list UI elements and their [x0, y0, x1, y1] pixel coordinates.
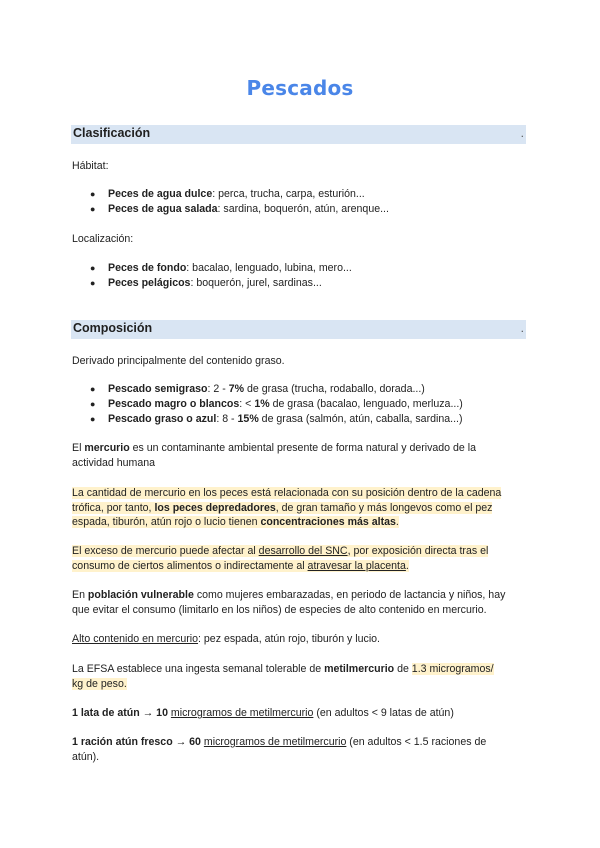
paragraph-poblacion-vulnerable: En población vulnerable como mujeres embarazadas, en periodo de lactancia y niños, hay que evitar el consumo (limitarlo en los niños) de especies de alto contenido en mercurio. — [72, 589, 506, 616]
bullet: ● — [90, 263, 96, 273]
item-value: 1% — [254, 398, 270, 410]
section-heading: Clasificación — [73, 126, 151, 140]
bullet: ● — [90, 204, 96, 214]
paragraph-racion-atun: 1 ración atún fresco → 60 microgramos de metilmercurio (en adultos < 1.5 raciones de atún). — [72, 736, 487, 763]
item-text: de grasa (bacalao, lenguado, merluza...) — [269, 398, 463, 410]
item-term: Pescado semigraso — [108, 383, 208, 395]
bullet: ● — [90, 384, 96, 394]
section-trail: . — [520, 126, 524, 140]
composicion-intro: Derivado principalmente del contenido graso. — [72, 355, 285, 367]
bullet: ● — [90, 189, 96, 199]
bullet: ● — [90, 278, 96, 288]
section-header-clasificacion — [71, 125, 526, 144]
paragraph-snc: El exceso de mercurio puede afectar al desarrollo del SNC, por exposición directa tras el consumo de ciertos alimentos o indirectamente al atravesar la placenta. — [72, 545, 489, 572]
habitat-label: Hábitat: — [72, 160, 109, 172]
item-term: Pescado magro o blancos — [108, 398, 240, 410]
item-value: 7% — [228, 383, 245, 395]
item-term: Peces de fondo — [108, 262, 187, 274]
bullet: ● — [90, 399, 96, 409]
paragraph-cadena-trofica: La cantidad de mercurio en los peces está relacionada con su posición dentro de la cadena trófica, por tanto, los peces depredadores, de gran tamaño y más longevos como el pez espada, tiburón, atún rojo o lucio tienen concentraciones más altas. — [72, 487, 502, 528]
section-header-composicion — [71, 320, 526, 339]
section-trail: . — [520, 321, 524, 335]
item-text: de grasa (salmón, atún, caballa, sardina...) — [258, 413, 463, 425]
item-text: : perca, trucha, carpa, esturión... — [212, 188, 365, 200]
paragraph-mercurio: El mercurio es un contaminante ambiental presente de forma natural y derivado de la actividad humana — [72, 442, 476, 469]
paragraph-lata-atun: 1 lata de atún → 10 microgramos de metilmercurio (en adultos < 9 latas de atún) — [72, 707, 454, 719]
item-text: : bacalao, lenguado, lubina, mero... — [186, 262, 352, 274]
item-term: Peces pelágicos — [108, 277, 191, 289]
bullet: ● — [90, 414, 96, 424]
item-value: 15% — [237, 413, 259, 425]
item-text: : sardina, boquerón, atún, arenque... — [217, 203, 389, 215]
item-term: Pescado graso o azul — [108, 413, 217, 425]
item-text: : boquerón, jurel, sardinas... — [190, 277, 322, 289]
paragraph-alto-contenido: Alto contenido en mercurio: pez espada, atún rojo, tiburón y lucio. — [72, 633, 381, 645]
item-text: : 2 - — [207, 383, 229, 395]
localizacion-label: Localización: — [72, 233, 134, 245]
item-text: : 8 - — [216, 413, 238, 425]
section-heading: Composición — [73, 321, 153, 335]
keyword: mercurio — [84, 442, 130, 454]
item-term: Peces de agua dulce — [108, 188, 213, 200]
page-title: Pescados — [246, 76, 354, 100]
paragraph-efsa: La EFSA establece una ingesta semanal tolerable de metilmercurio de 1.3 microgramos/ kg de peso. — [72, 663, 494, 690]
item-text: de grasa (trucha, rodaballo, dorada...) — [244, 383, 425, 395]
item-text: : < — [239, 398, 255, 410]
item-term: Peces de agua salada — [108, 203, 218, 215]
